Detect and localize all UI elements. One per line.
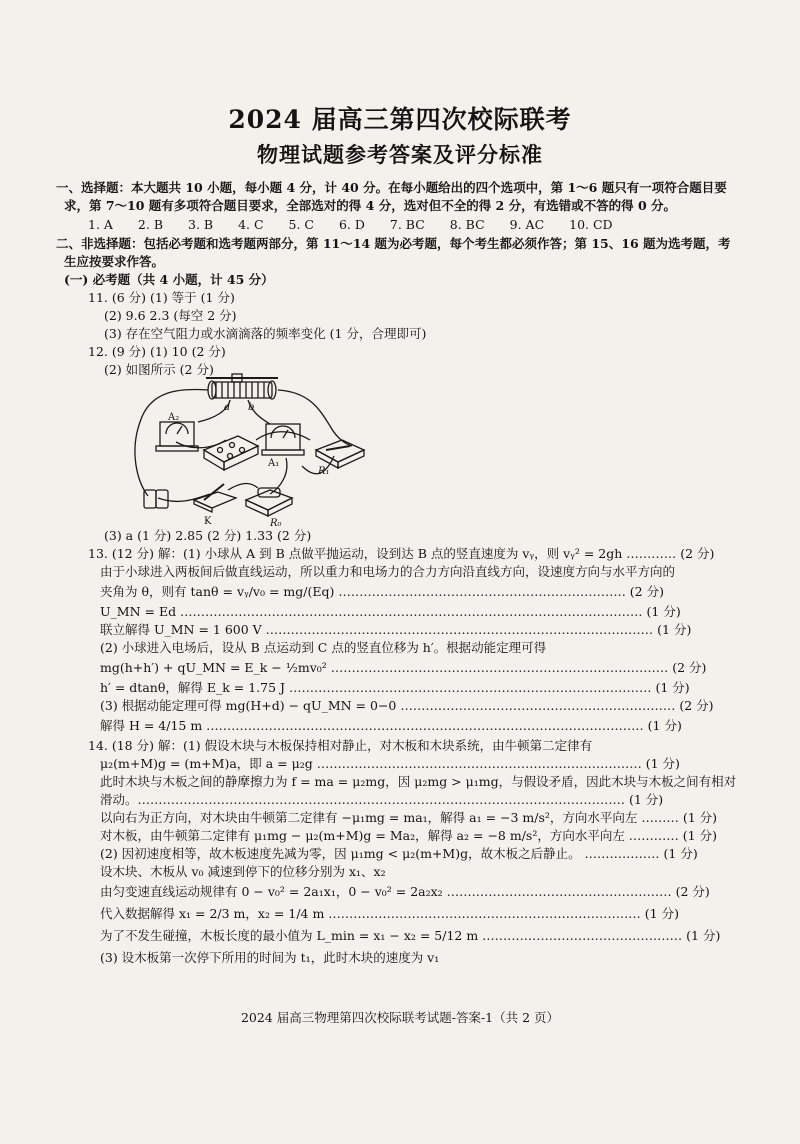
q11-line1: 11. (6 分) (1) 等于 (1 分)	[88, 290, 235, 305]
q11-line2: (2) 9.6 2.3 (每空 2 分)	[104, 308, 237, 323]
q13-line10: 解得 H = 4/15 m …………………………………………………………………………………………… (1 分)	[100, 718, 682, 733]
choice-answers	[88, 217, 748, 232]
q13-line8: h′ = dtanθ，解得 E_k = 1.75 J …………………………………………………………………………… (1 分)	[100, 680, 690, 695]
section1-intro-line2: 求，第 7～10 题有多项符合题目要求，全部选对的得 4 分，选对但不全的得 2 分，有选错或不答的得 0 分。	[64, 198, 677, 213]
label-a1: A₁	[268, 458, 280, 469]
answer-item: 8. BC	[449, 217, 485, 232]
q13-line2: 由于小球进入两板间后做直线运动，所以重力和电场力的合力方向沿直线方向，设速度方向与水平方向的	[100, 564, 676, 579]
q12-line3: (3) a (1 分) 2.85 (2 分) 1.33 (2 分)	[104, 528, 312, 543]
label-a2: A₂	[168, 412, 180, 423]
label-b: b	[248, 402, 255, 413]
section1-intro-line1: 一、选择题：本大题共 10 小题，每小题 4 分，计 40 分。在每小题给出的四个选项中，第 1～6 题只有一项符合题目要	[56, 180, 727, 195]
q13-line9: (3) 根据动能定理可得 mg(H+d) − qU_MN = 0−0 ………………………………………………………… (2 分)	[100, 698, 714, 713]
answer-item: 10. CD	[569, 217, 613, 232]
q14-line6: 对木板，由牛顿第二定律有 μ₁mg − μ₂(m+M)g = Ma₂，解得 a₂ = −8 m/s²，方向水平向左 ………… (1 分)	[100, 828, 717, 843]
q14-line4: 滑动。……………………………………………………………………………………………………… (1 分)	[100, 792, 664, 807]
answer-item: 2. B	[137, 217, 164, 232]
q14-line8: 设木块、木板从 v₀ 减速到停下的位移分别为 x₁、x₂	[100, 864, 386, 879]
q14-line5: 以向右为正方向，对木块由牛顿第二定律有 −μ₁mg = ma₁，解得 a₁ = −3 m/s²，方向水平向左 ……… (1 分)	[100, 810, 718, 825]
section2-intro-line1: 二、非选择题：包括必考题和选考题两部分，第 11～14 题为必考题，每个考生都必须作答；第 15、16 题为选考题，考	[56, 236, 731, 251]
page-footer: 2024 届高三物理第四次校际联考试题-答案-1（共 2 页）	[240, 1010, 560, 1025]
q14-line12: (3) 设木板第一次停下所用的时间为 t₁，此时木块的速度为 v₁	[100, 950, 440, 965]
q14-line1: 14. (18 分) 解：(1) 假设木块与木板保持相对静止，对木板和木块系统，由牛顿第二定律有	[88, 738, 593, 753]
answer-item: 6. D	[338, 217, 365, 232]
q14-line2: μ₂(m+M)g = (m+M)a，即 a = μ₂g …………………………………………………………………… (1 分)	[100, 756, 680, 771]
switch-k	[194, 492, 236, 508]
section2-intro-line2: 生应按要求作答。	[64, 254, 165, 269]
label-r0: R₀	[270, 518, 282, 528]
answer-item: 7. BC	[389, 217, 425, 232]
q12-line2: (2) 如图所示 (2 分)	[104, 362, 214, 377]
label-k: K	[204, 516, 212, 527]
q14-line11: 为了不发生碰撞，木板长度的最小值为 L_min = x₁ − x₂ = 5/12 m ………………………………………… (1 分)	[100, 928, 721, 943]
q13-line3: 夹角为 θ，则有 tanθ = vᵧ/v₀ = mg/(Eq) …………………………………………………………… (2 分)	[100, 584, 664, 599]
q14-line10: 代入数据解得 x₁ = 2/3 m，x₂ = 1/4 m ………………………………………………………………… (1 分)	[100, 906, 679, 921]
required-heading: (一) 必考题（共 4 小题，计 45 分）	[64, 272, 274, 287]
q13-line6: (2) 小球进入电场后，设从 B 点运动到 C 点的竖直位移为 h′。根据动能定理可得	[100, 640, 547, 655]
label-a: a	[224, 402, 230, 413]
circuit-diagram	[120, 370, 380, 528]
answer-item: 4. C	[238, 217, 264, 232]
q13-line7: mg(h+h′) + qU_MN = E_k − ½mv₀² ……………………………………………………………………… (2 分)	[100, 660, 707, 675]
answer-item: 5. C	[288, 217, 314, 232]
label-r1: R₁	[318, 466, 330, 477]
q11-line3: (3) 存在空气阻力或水滴滴落的频率变化 (1 分，合理即可)	[104, 326, 427, 341]
rheostat-coil	[212, 382, 272, 398]
page-subtitle: 物理试题参考答案及评分标准	[257, 142, 543, 167]
page-title: 2024 届高三第四次校际联考	[228, 105, 572, 134]
answer-item: 3. B	[188, 217, 214, 232]
q13-line4: U_MN = Ed ………………………………………………………………………………………………… (1 分)	[100, 604, 681, 619]
answer-item: 9. AC	[509, 217, 545, 232]
q14-line9: 由匀变速直线运动规律有 0 − v₀² = 2a₁x₁，0 − v₀² = 2a₂x₂ ……………………………………………… (2 分)	[100, 884, 710, 899]
q12-line1: 12. (9 分) (1) 10 (2 分)	[88, 344, 226, 359]
q14-line7: (2) 因初速度相等，故木板速度先减为零，因 μ₁mg < μ₂(m+M)g，故木板之后静止。 ……………… (1 分)	[100, 846, 698, 861]
answer-item: 1. A	[88, 217, 113, 232]
q13-line5: 联立解得 U_MN = 1 600 V ………………………………………………………………………………… (1 分)	[100, 622, 692, 637]
q14-line3: 此时木块与木板之间的静摩擦力为 f = ma = μ₂mg，因 μ₂mg > μ₁mg，与假设矛盾，因此木块与木板之间有相对	[100, 774, 737, 789]
q13-line1: 13. (12 分) 解：(1) 小球从 A 到 B 点做平抛运动，设到达 B 点的竖直速度为 vᵧ，则 vᵧ² = 2gh ………… (2 分)	[88, 546, 715, 561]
